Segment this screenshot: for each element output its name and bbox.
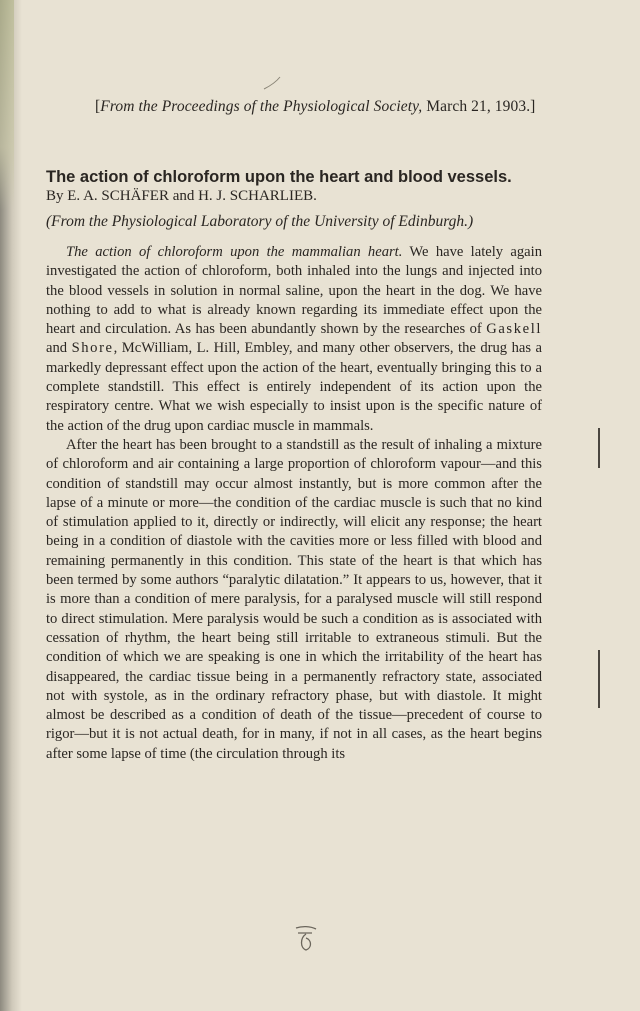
- header-bracket: [: [95, 98, 101, 115]
- margin-mark-2: [598, 650, 600, 708]
- library-stamp-mark: [292, 924, 320, 954]
- header-source: From the Proceedings of the Physiological Society,: [100, 98, 423, 115]
- paragraph-1-and: and: [46, 340, 72, 357]
- header-date: March 21, 1903.]: [426, 98, 536, 115]
- paragraph-1-text-b: , McWilliam, L. Hill, Embley, and many other observers, the drug has a markedly depressant effect upon the action of the heart, eventually bringing this to a complete standstill. This effect is entirely independent of its action upon the respiratory centre. What we wish especially to insist upon is the specific nature of the action of the drug upon cardiac muscle in mammals.: [46, 340, 542, 434]
- name-shore: Shore: [71, 340, 114, 357]
- margin-mark-1: [598, 428, 600, 468]
- article-body: [46, 243, 542, 764]
- paragraph-1: [46, 243, 542, 436]
- paragraph-2: After the heart has been brought to a standstill as the result of inhaling a mixture of chloroform and air containing a large proportion of chloroform vapour—and this condition of standstill may occur almost instantly, but is more common after the lapse of a minute or more—the condition of the cardiac muscle is such that no kind of stimulation applied to it, directly or indirectly, will elicit any response; the heart being in a condition of diastole with the cavities more or less filled with blood and remaining permanently in this condition. This state of the heart is that which has been termed by some authors “paralytic dilatation.” It appears to us, however, that it is more than a condition of mere paralysis, for a paralysed muscle will still respond to direct stimulation. Mere paralysis would be such a condition as is associated with cessation of rhythm, the heart being still irritable to extraneous stimuli. But the condition of which we are speaking is one in which the irritability of the heart has disappeared, the cardiac tissue being in a permanently refractory state, associated not with systole, as in the ordinary refractory phase, but with diastole. It might almost be described as a condition of death of the tissue—precedent of course to rigor—but it is not actual death, for in many, if not in all cases, as the heart begins after some lapse of time (the circulation through its: [46, 436, 542, 762]
- page-stain: [0, 0, 14, 210]
- pencil-mark-top: [262, 76, 282, 90]
- paragraph-1-lead: The action of chloroform upon the mammalian heart.: [66, 244, 403, 260]
- source-header: [95, 98, 535, 116]
- paragraph-1-text-a: We have lately again investigated the action of chloroform, both inhaled into the lungs and injected into the blood vessels in solution in normal saline, upon the heart in the dog. We have nothing to add to what is already known regarding its immediate effect upon the heart and circulation. As has been abundantly shown by the researches of: [46, 244, 543, 338]
- article-title: The action of chloroform upon the heart and blood vessels.: [46, 168, 512, 186]
- article-authors: By E. A. SCHÄFER and H. J. SCHARLIEB.: [46, 188, 317, 204]
- article-affiliation: (From the Physiological Laboratory of the University of Edinburgh.): [46, 213, 474, 230]
- name-gaskell: Gaskell: [486, 321, 542, 338]
